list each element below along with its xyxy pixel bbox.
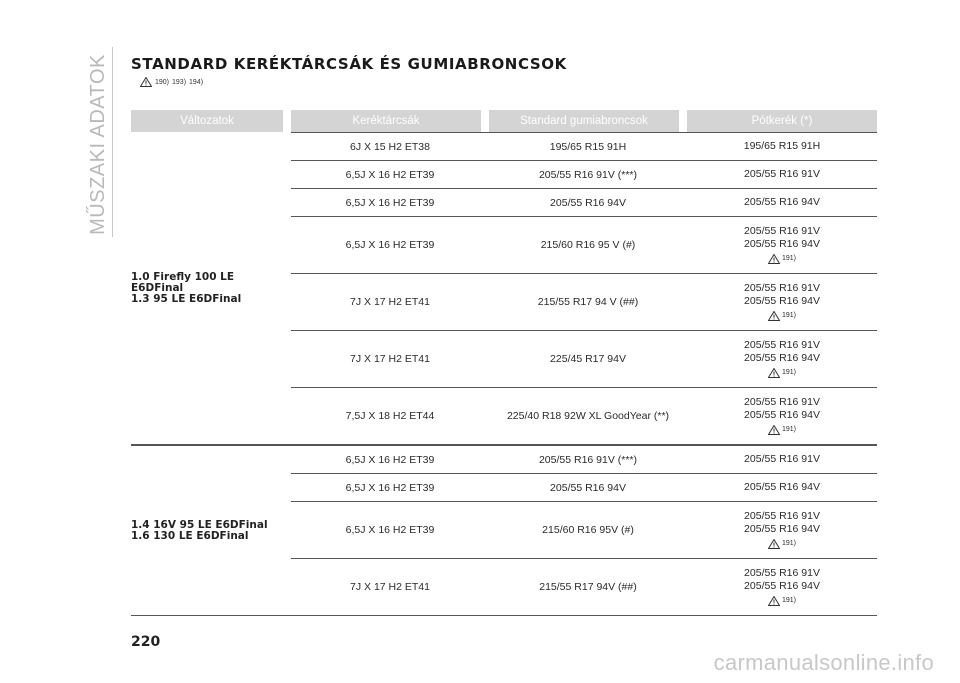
spare-cell bbox=[687, 225, 877, 265]
tyre-cell: 205/55 R16 91V (***) bbox=[538, 168, 638, 181]
model-group bbox=[131, 132, 877, 445]
tyre-cell: 215/55 R17 94V (##) bbox=[539, 581, 637, 593]
table-row bbox=[291, 160, 877, 188]
spare-note bbox=[768, 537, 796, 550]
warning-icon bbox=[768, 425, 780, 435]
spare-note bbox=[768, 594, 796, 607]
spare-note-ref: 191) bbox=[781, 426, 796, 433]
model-version-line: E6DFinal bbox=[131, 281, 184, 294]
rim-cell: 7,5J X 18 H2 ET44 bbox=[345, 410, 435, 422]
tyre-cell: 205/55 R16 94V bbox=[550, 196, 626, 209]
spare-size: 205/55 R16 91V bbox=[744, 225, 820, 237]
warning-icon bbox=[768, 368, 780, 378]
spare-size: 205/55 R16 91V bbox=[744, 453, 820, 465]
tyre-cell: 215/60 R16 95V (#) bbox=[542, 524, 634, 536]
warning-ref: 193) bbox=[172, 78, 187, 86]
table-row bbox=[291, 216, 877, 273]
spare-cell bbox=[687, 453, 877, 466]
spare-size: 205/55 R16 94V bbox=[744, 196, 820, 208]
side-divider bbox=[112, 47, 113, 237]
spare-note-ref: 191) bbox=[781, 255, 796, 262]
warning-ref: 190) bbox=[155, 78, 170, 86]
tyre-cell: 205/55 R16 94V bbox=[550, 481, 626, 494]
table-header bbox=[131, 110, 877, 132]
spare-cell bbox=[687, 567, 877, 607]
spare-size: 205/55 R16 94V bbox=[744, 481, 820, 493]
header-standard-tyres: Standard gumiabroncsok bbox=[489, 110, 679, 132]
page-title: STANDARD KERÉKTÁRCSÁK ÉS GUMIABRONCSOK bbox=[131, 55, 567, 73]
page-number: 220 bbox=[131, 634, 161, 650]
table-row bbox=[291, 446, 877, 473]
spare-cell bbox=[687, 339, 877, 379]
rim-cell: 6,5J X 16 H2 ET39 bbox=[345, 524, 435, 536]
spare-size: 205/55 R16 91V bbox=[744, 282, 820, 294]
model-version-line: 1.6 130 LE E6DFinal bbox=[131, 529, 249, 542]
table-row bbox=[291, 473, 877, 501]
spare-size: 205/55 R16 94V bbox=[744, 409, 820, 421]
rim-cell: 6,5J X 16 H2 ET39 bbox=[345, 481, 435, 494]
spare-cell bbox=[687, 396, 877, 436]
warning-icon bbox=[768, 596, 780, 606]
warning-icon bbox=[768, 254, 780, 264]
warning-ref: 194) bbox=[189, 78, 204, 86]
group-rows bbox=[291, 132, 877, 444]
tyre-cell: 215/60 R16 95 V (#) bbox=[540, 239, 636, 251]
rim-cell: 6,5J X 16 H2 ET39 bbox=[345, 239, 435, 251]
rim-cell: 7J X 17 H2 ET41 bbox=[350, 296, 430, 308]
rim-cell: 6,5J X 16 H2 ET39 bbox=[345, 196, 435, 209]
table-row bbox=[291, 387, 877, 444]
spare-note-ref: 191) bbox=[781, 540, 796, 547]
rim-cell: 7J X 17 H2 ET41 bbox=[350, 353, 430, 365]
spare-size: 205/55 R16 94V bbox=[744, 580, 820, 592]
table-row bbox=[291, 558, 877, 615]
warning-icon bbox=[140, 77, 152, 87]
warning-icon bbox=[768, 539, 780, 549]
spare-note bbox=[768, 366, 796, 379]
spare-note bbox=[768, 309, 796, 322]
spare-size: 205/55 R16 94V bbox=[744, 238, 820, 250]
spare-cell bbox=[687, 140, 877, 153]
table-row bbox=[291, 188, 877, 216]
header-spare-wheel: Pótkerék (*) bbox=[687, 110, 877, 132]
spare-size: 205/55 R16 91V bbox=[744, 339, 820, 351]
spare-note-ref: 191) bbox=[781, 312, 796, 319]
rim-cell: 6J X 15 H2 ET38 bbox=[350, 140, 430, 153]
spare-cell bbox=[687, 481, 877, 494]
table-body bbox=[131, 132, 877, 616]
rim-cell: 7J X 17 H2 ET41 bbox=[350, 581, 430, 593]
warning-icon bbox=[768, 311, 780, 321]
tyre-cell: 225/45 R17 94V bbox=[550, 353, 626, 365]
tyre-cell: 195/65 R15 91H bbox=[549, 140, 627, 153]
group-rows bbox=[291, 446, 877, 615]
table-row bbox=[291, 273, 877, 330]
spare-size: 205/55 R16 91V bbox=[744, 396, 820, 408]
model-versions-text bbox=[131, 272, 241, 305]
spare-note-ref: 191) bbox=[781, 597, 796, 604]
spare-size: 205/55 R16 94V bbox=[744, 295, 820, 307]
spare-size: 205/55 R16 91V bbox=[744, 510, 820, 522]
warning-refs bbox=[140, 77, 203, 87]
spare-size: 205/55 R16 91V bbox=[744, 168, 820, 180]
tyre-cell: 215/55 R17 94 V (##) bbox=[537, 296, 639, 308]
rim-cell: 6,5J X 16 H2 ET39 bbox=[345, 453, 435, 466]
spare-cell bbox=[687, 510, 877, 550]
spare-cell bbox=[687, 282, 877, 322]
table-row bbox=[291, 132, 877, 160]
wheel-tyre-table bbox=[131, 110, 877, 616]
model-versions bbox=[131, 132, 291, 444]
spare-note-ref: 191) bbox=[781, 369, 796, 376]
model-group bbox=[131, 445, 877, 616]
spare-note bbox=[768, 252, 796, 265]
model-version-line: 1.3 95 LE E6DFinal bbox=[131, 292, 242, 305]
tyre-cell: 205/55 R16 91V (***) bbox=[538, 453, 638, 466]
spare-size: 195/65 R15 91H bbox=[743, 140, 821, 152]
header-versions: Változatok bbox=[131, 110, 283, 132]
model-versions-text bbox=[131, 520, 268, 542]
spare-cell bbox=[687, 196, 877, 209]
spare-size: 205/55 R16 94V bbox=[744, 523, 820, 535]
model-versions bbox=[131, 446, 291, 615]
spare-cell bbox=[687, 168, 877, 181]
model-version-line: 1.4 16V 95 LE E6DFinal bbox=[131, 518, 268, 531]
spare-size: 205/55 R16 91V bbox=[744, 567, 820, 579]
table-row bbox=[291, 330, 877, 387]
spare-note bbox=[768, 423, 796, 436]
tyre-cell: 225/40 R18 92W XL GoodYear (**) bbox=[506, 410, 670, 422]
rim-cell: 6,5J X 16 H2 ET39 bbox=[345, 168, 435, 181]
table-row bbox=[291, 501, 877, 558]
section-side-tab-label: MŰSZAKI ADATOK bbox=[86, 53, 109, 235]
spare-size: 205/55 R16 94V bbox=[744, 352, 820, 364]
header-rims: Keréktárcsák bbox=[291, 110, 481, 132]
model-version-line: 1.0 Firefly 100 LE bbox=[131, 270, 235, 283]
watermark: carmanualsonline.info bbox=[713, 650, 934, 675]
